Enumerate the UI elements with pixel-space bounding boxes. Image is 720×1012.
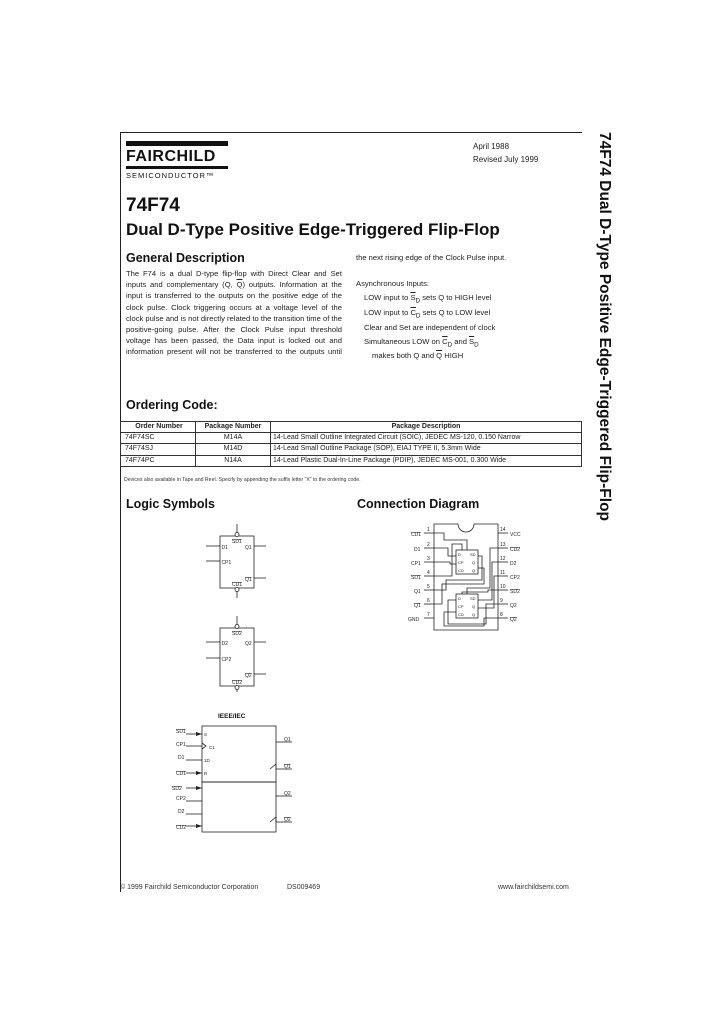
svg-text:D: D	[458, 552, 461, 557]
ordering-table	[120, 421, 582, 467]
pin-label-8: Q2	[510, 617, 517, 623]
svg-text:CP: CP	[458, 604, 464, 609]
brand-subtitle: SEMICONDUCTOR™	[126, 171, 215, 180]
order-number-cell: 74F74SJ	[121, 444, 196, 455]
pin-num-8: 8	[500, 612, 503, 618]
ff2-qbar-label: Q2	[245, 673, 252, 679]
ieee-label: IEEE/IEC	[218, 713, 246, 720]
general-description-heading: General Description	[126, 251, 245, 265]
side-title: 74F74 Dual D-Type Positive Edge-Triggered Flip-Flop	[596, 132, 613, 521]
logo-bar-top	[126, 141, 228, 146]
pin-num-12: 12	[500, 556, 506, 562]
async-line-2: LOW input to $\overline{C}_D$ sets Q to LOW level	[364, 308, 491, 320]
page-top-rule	[120, 132, 582, 133]
table-header-row	[121, 422, 582, 433]
async-line-1: LOW input to $\overline{S}_D$ sets Q to HIGH level	[364, 293, 492, 305]
ordering-code-heading: Ordering Code:	[126, 398, 218, 412]
svg-text:SD: SD	[470, 552, 476, 557]
part-number: 74F74	[126, 195, 180, 216]
ieee-in-sd2: SD2	[172, 786, 182, 792]
pin-num-2: 2	[427, 542, 430, 548]
async-heading: Asynchronous Inputs:	[356, 279, 430, 288]
page-title: Dual D-Type Positive Edge-Triggered Flip-Flop	[126, 220, 500, 239]
svg-text:CP: CP	[458, 560, 464, 565]
ieee-out-q2: Q2	[284, 791, 291, 797]
ff1-d-label: D1	[221, 545, 228, 551]
ieee-in-cp1: CP1	[176, 742, 186, 748]
svg-text:CD: CD	[458, 612, 464, 617]
ieee-in-d2: D2	[178, 809, 185, 815]
svg-text:SD: SD	[470, 596, 476, 601]
ieee-in-cd1: CD1	[176, 771, 187, 777]
ieee-out-q1: Q1	[284, 737, 291, 743]
ff2-d-label: D2	[221, 641, 228, 647]
connection-diagram-heading: Connection Diagram	[357, 497, 480, 511]
table-row	[121, 433, 582, 444]
svg-text:Q: Q	[472, 612, 476, 617]
original-date: April 1988	[473, 142, 510, 151]
pin-label-1: CD1	[411, 532, 422, 538]
svg-text:Q: Q	[472, 560, 476, 565]
pin-num-14: 14	[500, 527, 506, 533]
connection-diagram	[404, 520, 530, 640]
ff1-cd-label: CD1	[232, 582, 243, 588]
pin-label-14: VCC	[510, 532, 521, 538]
pin-num-6: 6	[427, 598, 430, 604]
table-row	[121, 455, 582, 466]
pin-num-3: 3	[427, 556, 430, 562]
pin-label-11: CP2	[510, 575, 520, 581]
pin-label-2: D1	[414, 547, 421, 553]
package-description-cell: 14-Lead Small Outline Package (SOP), EIAJ TYPE II, 5.3mm Wide	[271, 444, 582, 455]
ff2-sd-label: SD2	[232, 631, 242, 637]
ff1-q-label: Q1	[245, 545, 252, 551]
svg-text:Q: Q	[472, 604, 476, 609]
desc-qbar: $\overline{Q}$	[236, 280, 243, 290]
col-package-description: Package Description	[271, 422, 582, 433]
page-left-rule	[120, 132, 121, 892]
pin-num-13: 13	[500, 542, 506, 548]
footer-doc-id: DS009469	[287, 884, 321, 891]
async-line-5: makes both Q and $\overline{Q}$ HIGH	[372, 351, 464, 360]
ieee-out-q2bar: Q2	[284, 817, 291, 823]
pin-num-11: 11	[500, 570, 506, 576]
general-description-col1	[126, 268, 342, 360]
order-number-cell: 74F74PC	[121, 455, 196, 466]
col-package-number: Package Number	[196, 422, 271, 433]
pin-num-10: 10	[500, 584, 506, 590]
logo-bar-bottom	[126, 166, 228, 169]
pin-label-12: D2	[510, 561, 517, 567]
async-line-4: Simultaneous LOW on $\overline{C}_D$ and $\overline{S}_D$	[364, 337, 479, 349]
svg-text:D: D	[458, 596, 461, 601]
ieee-tag-1d: 1D	[204, 758, 210, 763]
ff2-q-label: Q2	[245, 641, 252, 647]
logic-symbols-heading: Logic Symbols	[126, 497, 215, 511]
pin-label-4: SD1	[411, 575, 421, 581]
pin-label-13: CD2	[510, 547, 521, 553]
svg-text:Q: Q	[472, 568, 476, 573]
ieee-tag-s: S	[204, 732, 208, 737]
pin-num-5: 5	[427, 584, 430, 590]
ieee-block-2	[202, 782, 276, 832]
ieee-in-d1: D1	[178, 755, 185, 761]
ieee-block-1	[202, 726, 276, 782]
ieee-out-q1bar: Q1	[284, 764, 291, 770]
desc-part-2: ) outputs. Information at the input is transferred to the outputs on the positive edge of the clock pulse. Clock triggering occurs at a voltage level of the clock pulse and is not directly related to the transition time of the positive-going pulse. After the Clock Pulse input threshold voltage has been passed, the Data input is locked out and information present will not be transferred to the outputs until	[126, 280, 342, 357]
ff1-cp-label: CP1	[221, 560, 232, 566]
async-line-3: Clear and Set are independent of clock	[364, 323, 496, 332]
table-row	[121, 444, 582, 455]
revised-date: Revised July 1999	[473, 155, 539, 164]
ieee-tag-r: R	[204, 771, 208, 776]
footer-copyright: © 1999 Fairchild Semiconductor Corporation	[120, 884, 259, 891]
package-number-cell: N14A	[196, 455, 271, 466]
pin-label-5: Q1	[414, 589, 421, 595]
ff1-sd-label: SD1	[232, 539, 242, 545]
ieee-in-cd2: CD2	[176, 825, 187, 831]
ieee-in-sd1: SD1	[176, 729, 186, 735]
pin-num-7: 7	[427, 612, 430, 618]
package-number-cell: M14A	[196, 433, 271, 444]
pin-label-9: Q2	[510, 603, 517, 609]
pin-label-7: GND	[408, 617, 420, 623]
logic-symbol-ff1	[196, 520, 276, 602]
pin-num-9: 9	[500, 598, 503, 604]
ieee-tag-c1: C1	[209, 745, 215, 750]
ff2-cp-label: CP2	[221, 657, 232, 663]
svg-text:CD: CD	[458, 568, 464, 573]
order-number-cell: 74F74SC	[121, 433, 196, 444]
logic-symbol-ff2	[196, 612, 276, 694]
ordering-note: Devices also available in Tape and Reel. Specify by appending the suffix letter “X” to the ordering code.	[124, 477, 361, 483]
general-description-col2: the next rising edge of the Clock Pulse input.	[356, 254, 507, 262]
desc-part-1: The F74 is a dual D-type flip-flop with Direct Clear and Set inputs and complementary (Q,	[126, 269, 342, 290]
package-number-cell: M14D	[196, 444, 271, 455]
pin-label-6: Q1	[414, 603, 421, 609]
ff1-qbar-label: Q1	[245, 577, 252, 583]
package-description-cell: 14-Lead Small Outline Integrated Circuit (SOIC), JEDEC MS-120, 0.150 Narrow	[271, 433, 582, 444]
ieee-in-cp2: CP2	[176, 796, 186, 802]
package-description-cell: 14-Lead Plastic Dual-In-Line Package (PDIP), JEDEC MS-001, 0.300 Wide	[271, 455, 582, 466]
brand-logo: FAIRCHILD	[126, 148, 216, 165]
ieee-symbol	[172, 722, 312, 838]
pin-num-4: 4	[427, 570, 430, 576]
ff2-cd-label: CD2	[232, 680, 243, 686]
pin-num-1: 1	[427, 527, 430, 533]
pin-label-10: SD2	[510, 589, 520, 595]
pin-label-3: CP1	[411, 561, 421, 567]
col-order-number: Order Number	[121, 422, 196, 433]
footer-url[interactable]: www.fairchildsemi.com	[498, 884, 569, 891]
